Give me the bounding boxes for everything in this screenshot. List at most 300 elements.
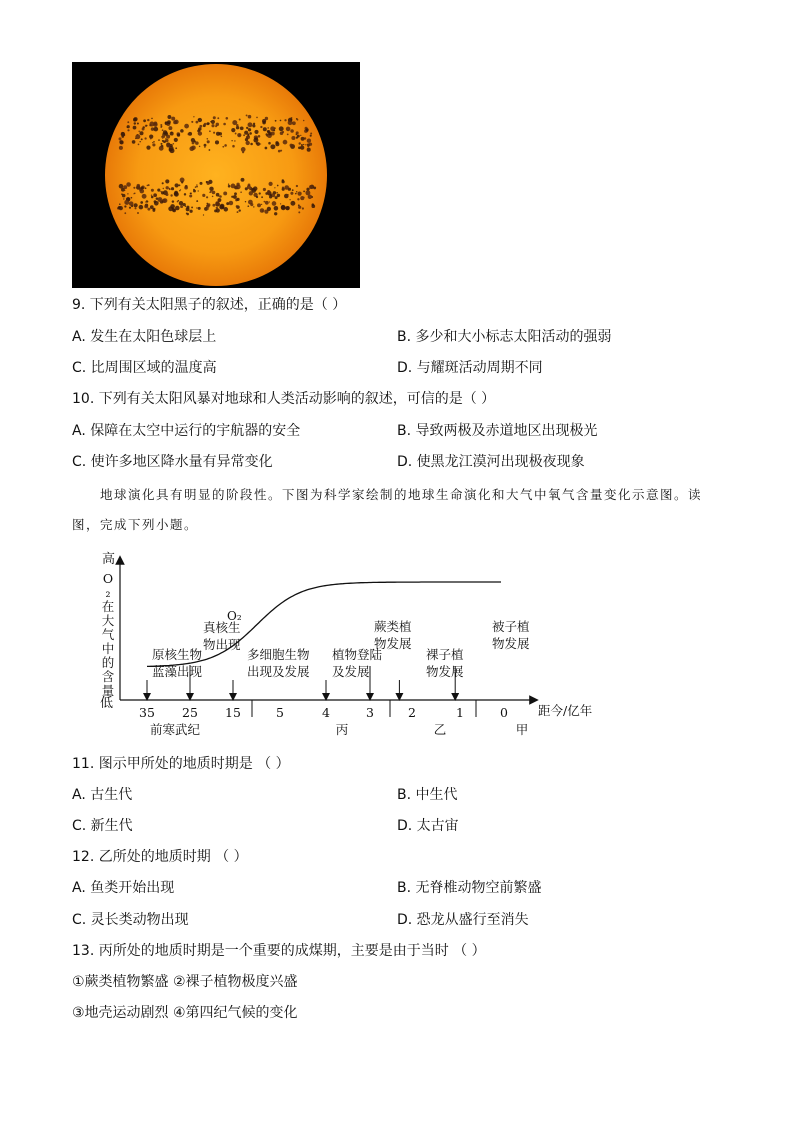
sunspot bbox=[166, 193, 169, 196]
sunspot bbox=[268, 132, 271, 135]
question-11-stem: 11. 图示甲所处的地质时期是 （ ） bbox=[72, 756, 290, 772]
event-label: 裸子植 bbox=[426, 647, 464, 662]
sunspot bbox=[236, 124, 239, 127]
sunspot bbox=[290, 119, 292, 121]
sunspot bbox=[177, 133, 180, 136]
x-tick-label: 25 bbox=[182, 705, 198, 720]
sunspot bbox=[241, 178, 245, 182]
sunspot bbox=[164, 132, 168, 136]
sunspot bbox=[272, 148, 273, 149]
sunspot bbox=[310, 133, 312, 135]
sunspot bbox=[177, 201, 179, 203]
sunspot bbox=[184, 186, 188, 190]
sunspot bbox=[151, 189, 154, 192]
sunspot bbox=[191, 121, 193, 123]
sunspot bbox=[276, 192, 277, 193]
sunspot bbox=[277, 194, 280, 197]
sunspot bbox=[120, 140, 124, 144]
sunspot bbox=[170, 148, 175, 153]
sunspot bbox=[256, 142, 260, 146]
sunspot bbox=[129, 207, 131, 209]
question-13-stem: 13. 丙所处的地质时期是一个重要的成煤期，主要是由于当时 （ ） bbox=[72, 943, 486, 959]
sunspot bbox=[121, 193, 123, 195]
sunspot bbox=[305, 144, 306, 145]
sunspot bbox=[144, 137, 146, 139]
sunspot bbox=[173, 143, 175, 145]
event-label: 物发展 bbox=[374, 636, 412, 651]
sunspot bbox=[190, 193, 191, 194]
sunspot bbox=[129, 201, 134, 206]
question-9-option-a[interactable]: A. 发生在太阳色球层上 bbox=[72, 329, 217, 345]
sunspot bbox=[189, 194, 192, 197]
x-ticks bbox=[139, 700, 508, 720]
y-axis-title-char: O bbox=[102, 571, 114, 586]
sunspot bbox=[235, 133, 237, 135]
sunspot bbox=[207, 203, 210, 206]
sunspot bbox=[263, 127, 267, 131]
sunspot bbox=[287, 195, 288, 196]
intro-line-1: 地球演化具有明显的阶段性。下图为科学家绘制的地球生命演化和大气中氧气含量变化示意图。读 bbox=[100, 487, 703, 502]
sunspot bbox=[278, 150, 281, 153]
sunspot bbox=[206, 122, 209, 125]
sunspot bbox=[163, 140, 166, 143]
sunspot bbox=[157, 202, 158, 203]
sunspot bbox=[212, 191, 216, 195]
sunspot bbox=[300, 196, 304, 200]
era-label: 甲 bbox=[515, 722, 529, 737]
sunspot bbox=[234, 192, 237, 195]
y-axis-title-char: 大 bbox=[101, 613, 115, 628]
sunspot bbox=[248, 115, 252, 119]
sunspot bbox=[299, 142, 301, 144]
sunspot bbox=[204, 144, 207, 147]
sunspot bbox=[247, 205, 249, 207]
event-label: 多细胞生物 bbox=[247, 647, 310, 662]
sunspot bbox=[280, 203, 281, 204]
sunspot bbox=[168, 126, 172, 130]
sunspot bbox=[274, 206, 279, 211]
sunspot bbox=[151, 195, 152, 196]
question-11-option-c[interactable]: C. 新生代 bbox=[72, 818, 133, 834]
sunspot bbox=[169, 188, 171, 190]
sunspot bbox=[300, 135, 301, 136]
o2-curve-label: O₂ bbox=[227, 609, 242, 623]
sunspot bbox=[243, 134, 245, 136]
sunspot bbox=[272, 201, 277, 206]
event-label: 物出现 bbox=[203, 637, 241, 652]
sunspot bbox=[172, 208, 175, 211]
sunspot bbox=[280, 131, 284, 135]
sunspot bbox=[282, 186, 284, 188]
sunspot bbox=[226, 117, 229, 120]
sunspot bbox=[265, 147, 268, 150]
sunspot bbox=[303, 197, 304, 198]
sunspot bbox=[219, 195, 222, 198]
sunspot bbox=[214, 209, 217, 212]
sunspot bbox=[153, 127, 158, 132]
sunspot bbox=[198, 127, 202, 131]
sunspot bbox=[284, 119, 286, 121]
sun-graphic bbox=[72, 62, 360, 288]
y-high-label: 高 bbox=[102, 552, 116, 567]
sunspot bbox=[162, 182, 164, 184]
x-tick-label: 3 bbox=[366, 705, 374, 720]
sunspot bbox=[133, 187, 135, 189]
event-label: 原核生物 bbox=[152, 647, 203, 662]
sunspot bbox=[265, 201, 269, 205]
sunspot bbox=[267, 207, 271, 211]
question-12-option-a[interactable]: A. 鱼类开始出现 bbox=[72, 880, 175, 896]
sunspot bbox=[180, 205, 183, 208]
sunspot bbox=[186, 213, 189, 216]
sunspot bbox=[134, 122, 136, 124]
sunspot bbox=[256, 196, 258, 198]
sunspot bbox=[306, 128, 309, 131]
y-axis-title-char: 在 bbox=[101, 599, 115, 614]
sunspot bbox=[179, 201, 183, 205]
sunspot bbox=[202, 194, 205, 197]
sunspot bbox=[138, 144, 140, 146]
event-label: 物发展 bbox=[426, 664, 464, 679]
sunspot bbox=[173, 120, 177, 124]
sunspot bbox=[246, 127, 248, 129]
sunspot bbox=[269, 201, 270, 202]
sunspot bbox=[127, 129, 129, 131]
sunspot bbox=[132, 140, 136, 144]
sunspot bbox=[138, 130, 140, 132]
sunspot bbox=[152, 142, 153, 143]
sunspot bbox=[199, 146, 201, 148]
sunspot bbox=[184, 193, 186, 195]
sunspot bbox=[198, 131, 202, 135]
sunspot bbox=[134, 203, 138, 207]
sunspot bbox=[261, 204, 262, 205]
sunspot bbox=[171, 117, 175, 121]
sunspot bbox=[181, 181, 183, 183]
sunspot bbox=[170, 194, 172, 196]
sunspot bbox=[216, 193, 220, 197]
sunspot bbox=[257, 203, 261, 207]
sunspot bbox=[196, 207, 197, 208]
sunspot bbox=[165, 179, 169, 183]
question-10-option-d[interactable]: D. 使黑龙江漠河出现极夜现象 bbox=[397, 454, 585, 470]
question-10-option-a[interactable]: A. 保障在太空中运行的宇航器的安全 bbox=[72, 423, 301, 439]
sunspot bbox=[265, 117, 268, 120]
sun-disk bbox=[105, 64, 327, 286]
question-9-option-b[interactable]: B. 多少和大小标志太阳活动的强弱 bbox=[397, 329, 612, 345]
sunspot bbox=[170, 204, 175, 209]
sunspot bbox=[298, 204, 300, 206]
sunspot bbox=[298, 211, 300, 213]
sunspot bbox=[298, 192, 302, 196]
sunspot bbox=[188, 133, 191, 136]
sunspot bbox=[127, 193, 128, 194]
sunspot bbox=[240, 126, 244, 130]
sunspot bbox=[256, 117, 258, 119]
sunspot bbox=[137, 122, 139, 124]
sunspot bbox=[186, 207, 190, 211]
sunspot bbox=[124, 205, 126, 207]
sunspot bbox=[281, 205, 286, 210]
sunspot bbox=[174, 138, 178, 142]
sunspot bbox=[275, 141, 278, 144]
sunspot bbox=[296, 131, 299, 134]
sunspot bbox=[306, 188, 309, 191]
sunspot bbox=[191, 206, 193, 208]
sunspot bbox=[267, 130, 270, 133]
sunspot bbox=[196, 185, 198, 187]
sunspot bbox=[178, 184, 180, 186]
sunspot bbox=[180, 129, 184, 133]
sunspot bbox=[199, 125, 202, 128]
sunspot bbox=[277, 185, 279, 187]
sunspot bbox=[264, 201, 266, 203]
sunspot bbox=[167, 120, 171, 124]
sunspot bbox=[196, 184, 197, 185]
sunspot bbox=[145, 187, 147, 189]
sunspot bbox=[161, 143, 163, 145]
question-10-option-b[interactable]: B. 导致两极及赤道地区出现极光 bbox=[397, 423, 598, 439]
sunspot bbox=[146, 125, 147, 126]
y-axis-title-char: ₂ bbox=[105, 585, 111, 600]
sunspot bbox=[118, 206, 121, 209]
question-11-option-b[interactable]: B. 中生代 bbox=[397, 787, 458, 803]
question-12-option-d[interactable]: D. 恐龙从盛行至消失 bbox=[397, 912, 529, 928]
sunspot bbox=[165, 138, 166, 139]
sunspot bbox=[179, 190, 180, 191]
sunspot bbox=[139, 141, 140, 142]
sunspot bbox=[300, 145, 304, 149]
sunspot bbox=[222, 207, 224, 209]
sunspot bbox=[162, 138, 163, 139]
sunspot bbox=[161, 191, 164, 194]
era-labels bbox=[150, 722, 528, 737]
sunspot bbox=[147, 185, 148, 186]
sunspot bbox=[193, 189, 195, 191]
sunspot bbox=[213, 116, 216, 119]
sunspot bbox=[223, 191, 227, 195]
sunspot bbox=[280, 120, 282, 122]
sunspot bbox=[172, 200, 174, 202]
sunspot bbox=[268, 142, 271, 145]
event-labels bbox=[147, 619, 530, 697]
sunspot bbox=[166, 186, 169, 189]
sunspot bbox=[296, 185, 298, 187]
sunspot bbox=[199, 182, 202, 185]
x-tick-label: 4 bbox=[322, 705, 330, 720]
sunspot bbox=[290, 201, 295, 206]
sunspot bbox=[246, 136, 248, 138]
sun-image bbox=[72, 62, 360, 288]
sunspot bbox=[142, 128, 145, 131]
sunspot bbox=[193, 116, 194, 117]
sunspot bbox=[133, 126, 137, 130]
sunspot bbox=[196, 200, 198, 202]
sunspot bbox=[167, 115, 171, 119]
intro-line-2: 图，完成下列小题。 bbox=[72, 517, 199, 532]
sunspot bbox=[119, 184, 124, 189]
sunspot bbox=[139, 205, 144, 210]
sunspot bbox=[171, 187, 174, 190]
sunspot bbox=[158, 139, 160, 141]
sunspot bbox=[139, 131, 143, 135]
sunspot bbox=[290, 192, 293, 195]
sunspot bbox=[249, 132, 252, 135]
sunspot bbox=[213, 132, 215, 134]
sunspot bbox=[204, 147, 205, 148]
sunspot bbox=[166, 144, 170, 148]
sunspot bbox=[246, 141, 250, 145]
sunspot bbox=[236, 198, 239, 201]
sunspot bbox=[203, 214, 204, 215]
sunspot bbox=[198, 190, 199, 191]
sunspot bbox=[198, 118, 202, 122]
sunspot bbox=[221, 136, 223, 138]
sunspot bbox=[279, 126, 284, 131]
event-label: 蕨类植 bbox=[374, 619, 412, 634]
sunspot bbox=[301, 144, 303, 146]
sunspot bbox=[159, 146, 164, 151]
sunspot bbox=[149, 134, 153, 138]
sunspot bbox=[211, 124, 214, 127]
event-label: 及发展 bbox=[332, 664, 370, 679]
sunspot bbox=[134, 207, 136, 209]
x-tick-label: 0 bbox=[500, 705, 508, 720]
x-tick-label: 35 bbox=[139, 705, 155, 720]
sunspot bbox=[305, 190, 310, 195]
sunspot bbox=[216, 132, 220, 136]
sunspot bbox=[198, 207, 201, 210]
sunspot bbox=[209, 130, 211, 132]
sunspot bbox=[137, 184, 141, 188]
sunspot bbox=[286, 206, 290, 210]
event-label: 物发展 bbox=[492, 636, 530, 651]
sunspot bbox=[223, 123, 226, 126]
sunspot bbox=[147, 208, 150, 211]
question-9-option-c[interactable]: C. 比周围区域的温度高 bbox=[72, 360, 217, 376]
question-13-choices-line-2: ③地壳运动剧烈 ④第四纪气候的变化 bbox=[72, 1005, 298, 1021]
sunspot bbox=[267, 190, 271, 194]
sunspot bbox=[295, 193, 297, 195]
question-10-option-c[interactable]: C. 使许多地区降水量有异常变化 bbox=[72, 454, 273, 470]
sunspot bbox=[163, 188, 164, 189]
x-axis-label: 距今/亿年 bbox=[538, 703, 593, 718]
sunspot bbox=[212, 204, 215, 207]
sunspot bbox=[312, 203, 315, 206]
era-label: 丙 bbox=[335, 722, 349, 737]
sunspot bbox=[217, 117, 219, 119]
sunspot bbox=[287, 194, 288, 195]
sunspot bbox=[184, 124, 189, 129]
sunspot bbox=[307, 145, 309, 147]
sunspot bbox=[226, 202, 229, 205]
sunspot bbox=[239, 119, 241, 121]
sunspot bbox=[267, 127, 269, 129]
chart-svg bbox=[72, 545, 612, 745]
sunspot bbox=[123, 185, 127, 189]
sunspot bbox=[207, 138, 209, 140]
sunspot bbox=[211, 120, 215, 124]
era-label: 前寒武纪 bbox=[149, 722, 201, 737]
sunspot bbox=[192, 142, 195, 145]
sunspot bbox=[236, 205, 238, 207]
sunspot bbox=[253, 138, 258, 143]
sunspot bbox=[189, 210, 192, 213]
sunspot bbox=[224, 144, 227, 147]
sunspot bbox=[157, 189, 160, 192]
sunspot bbox=[233, 130, 235, 132]
sunspot bbox=[297, 135, 300, 138]
sunspot bbox=[275, 120, 277, 122]
sunspot bbox=[153, 208, 155, 210]
sunspot bbox=[248, 122, 253, 127]
sunspot bbox=[142, 194, 147, 199]
sunspot bbox=[131, 197, 133, 199]
sunspot bbox=[207, 140, 210, 143]
sunspot bbox=[119, 203, 121, 205]
event-label: 植物登陆 bbox=[332, 647, 383, 662]
sunspot bbox=[303, 191, 305, 193]
sunspot bbox=[143, 119, 146, 122]
question-11-option-a[interactable]: A. 古生代 bbox=[72, 787, 133, 803]
event-label: 出现及发展 bbox=[247, 664, 310, 679]
sunspot bbox=[258, 135, 261, 138]
sunspot bbox=[171, 132, 173, 134]
sunspot bbox=[301, 137, 305, 141]
sunspot bbox=[287, 134, 289, 136]
question-12-stem: 12. 乙所处的地质时期 （ ） bbox=[72, 849, 248, 865]
sunspot bbox=[291, 136, 295, 140]
sunspot bbox=[231, 140, 232, 141]
sunspot bbox=[229, 201, 234, 206]
sunspot bbox=[151, 196, 154, 199]
sunspot bbox=[191, 145, 196, 150]
sunspot bbox=[222, 146, 224, 148]
x-tick-label: 15 bbox=[225, 705, 241, 720]
sunspot bbox=[259, 192, 261, 194]
sunspot bbox=[284, 185, 289, 190]
sunspot bbox=[174, 192, 179, 197]
sunspot bbox=[140, 201, 143, 204]
sunspot bbox=[124, 200, 129, 205]
sunspot bbox=[260, 143, 261, 144]
sunspot bbox=[145, 201, 146, 202]
sunspot bbox=[149, 124, 151, 126]
sunspot bbox=[251, 188, 254, 191]
sunspot bbox=[124, 212, 126, 214]
sunspot bbox=[135, 134, 140, 139]
sunspot bbox=[209, 149, 211, 151]
sunspot bbox=[144, 204, 148, 208]
sunspot bbox=[303, 144, 304, 145]
sunspot bbox=[303, 120, 305, 122]
sunspot bbox=[286, 127, 291, 132]
x-tick-label: 5 bbox=[276, 705, 284, 720]
y-axis-title-char: 中 bbox=[101, 641, 115, 656]
sunspot bbox=[248, 128, 251, 131]
question-11-option-d[interactable]: D. 太古宙 bbox=[397, 818, 459, 834]
sunspot bbox=[162, 129, 164, 131]
sunspot bbox=[292, 189, 294, 191]
event-label: 真核生 bbox=[203, 620, 241, 635]
sunspot bbox=[119, 146, 123, 150]
question-9-option-d[interactable]: D. 与耀斑活动周期不同 bbox=[397, 360, 543, 376]
sunspot bbox=[269, 195, 272, 198]
question-12-option-b[interactable]: B. 无脊椎动物空前繁盛 bbox=[397, 880, 542, 896]
sunspot bbox=[269, 182, 273, 186]
sunspot bbox=[254, 130, 258, 134]
question-12-option-c[interactable]: C. 灵长类动物出现 bbox=[72, 912, 189, 928]
